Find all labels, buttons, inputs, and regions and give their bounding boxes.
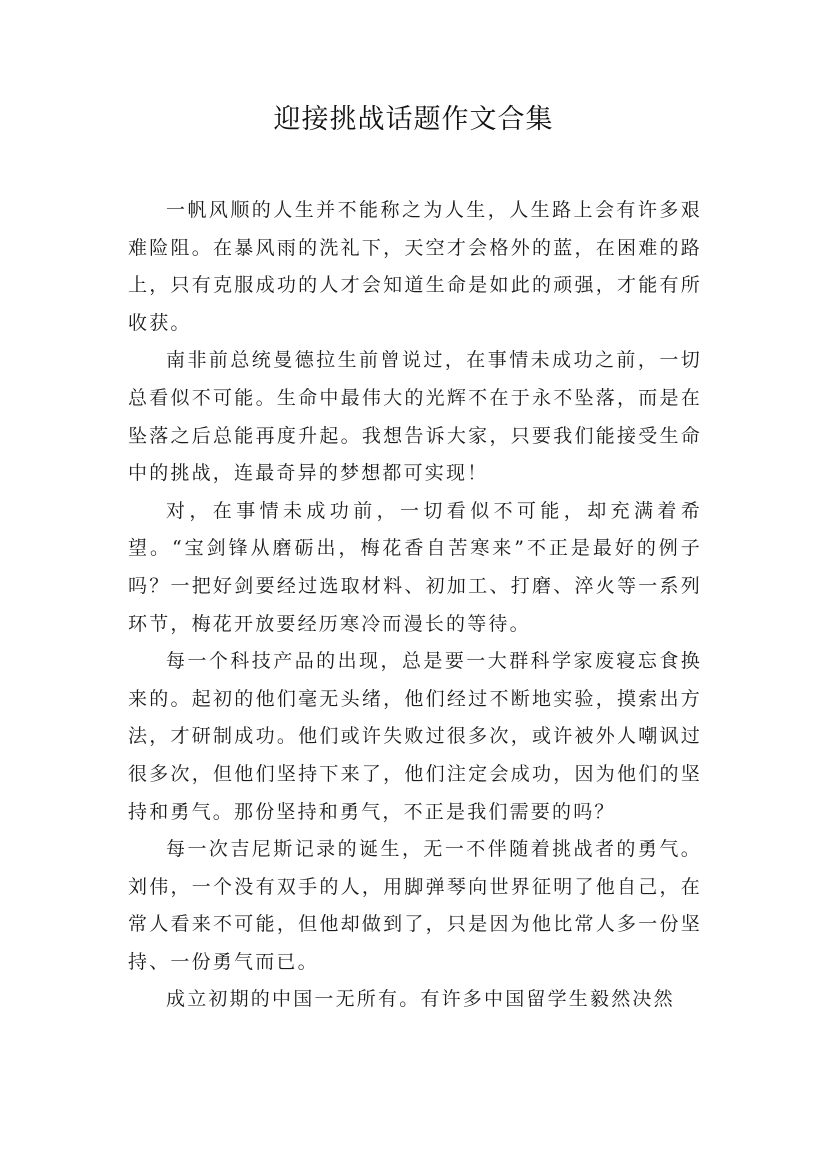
paragraph: 每一个科技产品的出现，总是要一大群科学家废寝忘食换来的。起初的他们毫无头绪，他们经过不断地实验，摸索出方法，才研制成功。他们或许失败过很多次，或许被外人嘲讽过很多次，但他们坚持下来了，他们注定会成功，因为他们的坚持和勇气。那份坚持和勇气，不正是我们需要的吗？	[128, 650, 702, 823]
paragraph: 南非前总统曼德拉生前曾说过，在事情未成功之前，一切总看似不可能。生命中最伟大的光辉不在于永不坠落，而是在坠落之后总能再度升起。我想告诉大家，只要我们能接受生命中的挑战，连最奇异的梦想都可实现！	[128, 349, 702, 485]
paragraph: 一帆风顺的人生并不能称之为人生，人生路上会有许多艰难险阻。在暴风雨的洗礼下，天空才会格外的蓝，在困难的路上，只有克服成功的人才会知道生命是如此的顽强，才能有所收获。	[128, 199, 702, 334]
document-title: 迎接挑战话题作文合集	[273, 104, 554, 135]
document-body	[128, 192, 702, 1019]
paragraph: 对，在事情未成功前，一切看似不可能，却充满着希望。“宝剑锋从磨砺出，梅花香自苦寒来”不正是最好的例子吗？一把好剑要经过选取材料、初加工、打磨、淬火等一系列环节，梅花开放要经历寒冷而漫长的等待。	[128, 499, 702, 635]
paragraph: 成立初期的中国一无所有。有许多中国留学生毅然决然	[166, 988, 675, 1011]
paragraph: 每一次吉尼斯记录的诞生，无一不伴随着挑战者的勇气。刘伟，一个没有双手的人，用脚弹琴向世界征明了他自己，在常人看来不可能，但他却做到了，只是因为他比常人多一份坚持、一份勇气而已。	[128, 838, 702, 973]
